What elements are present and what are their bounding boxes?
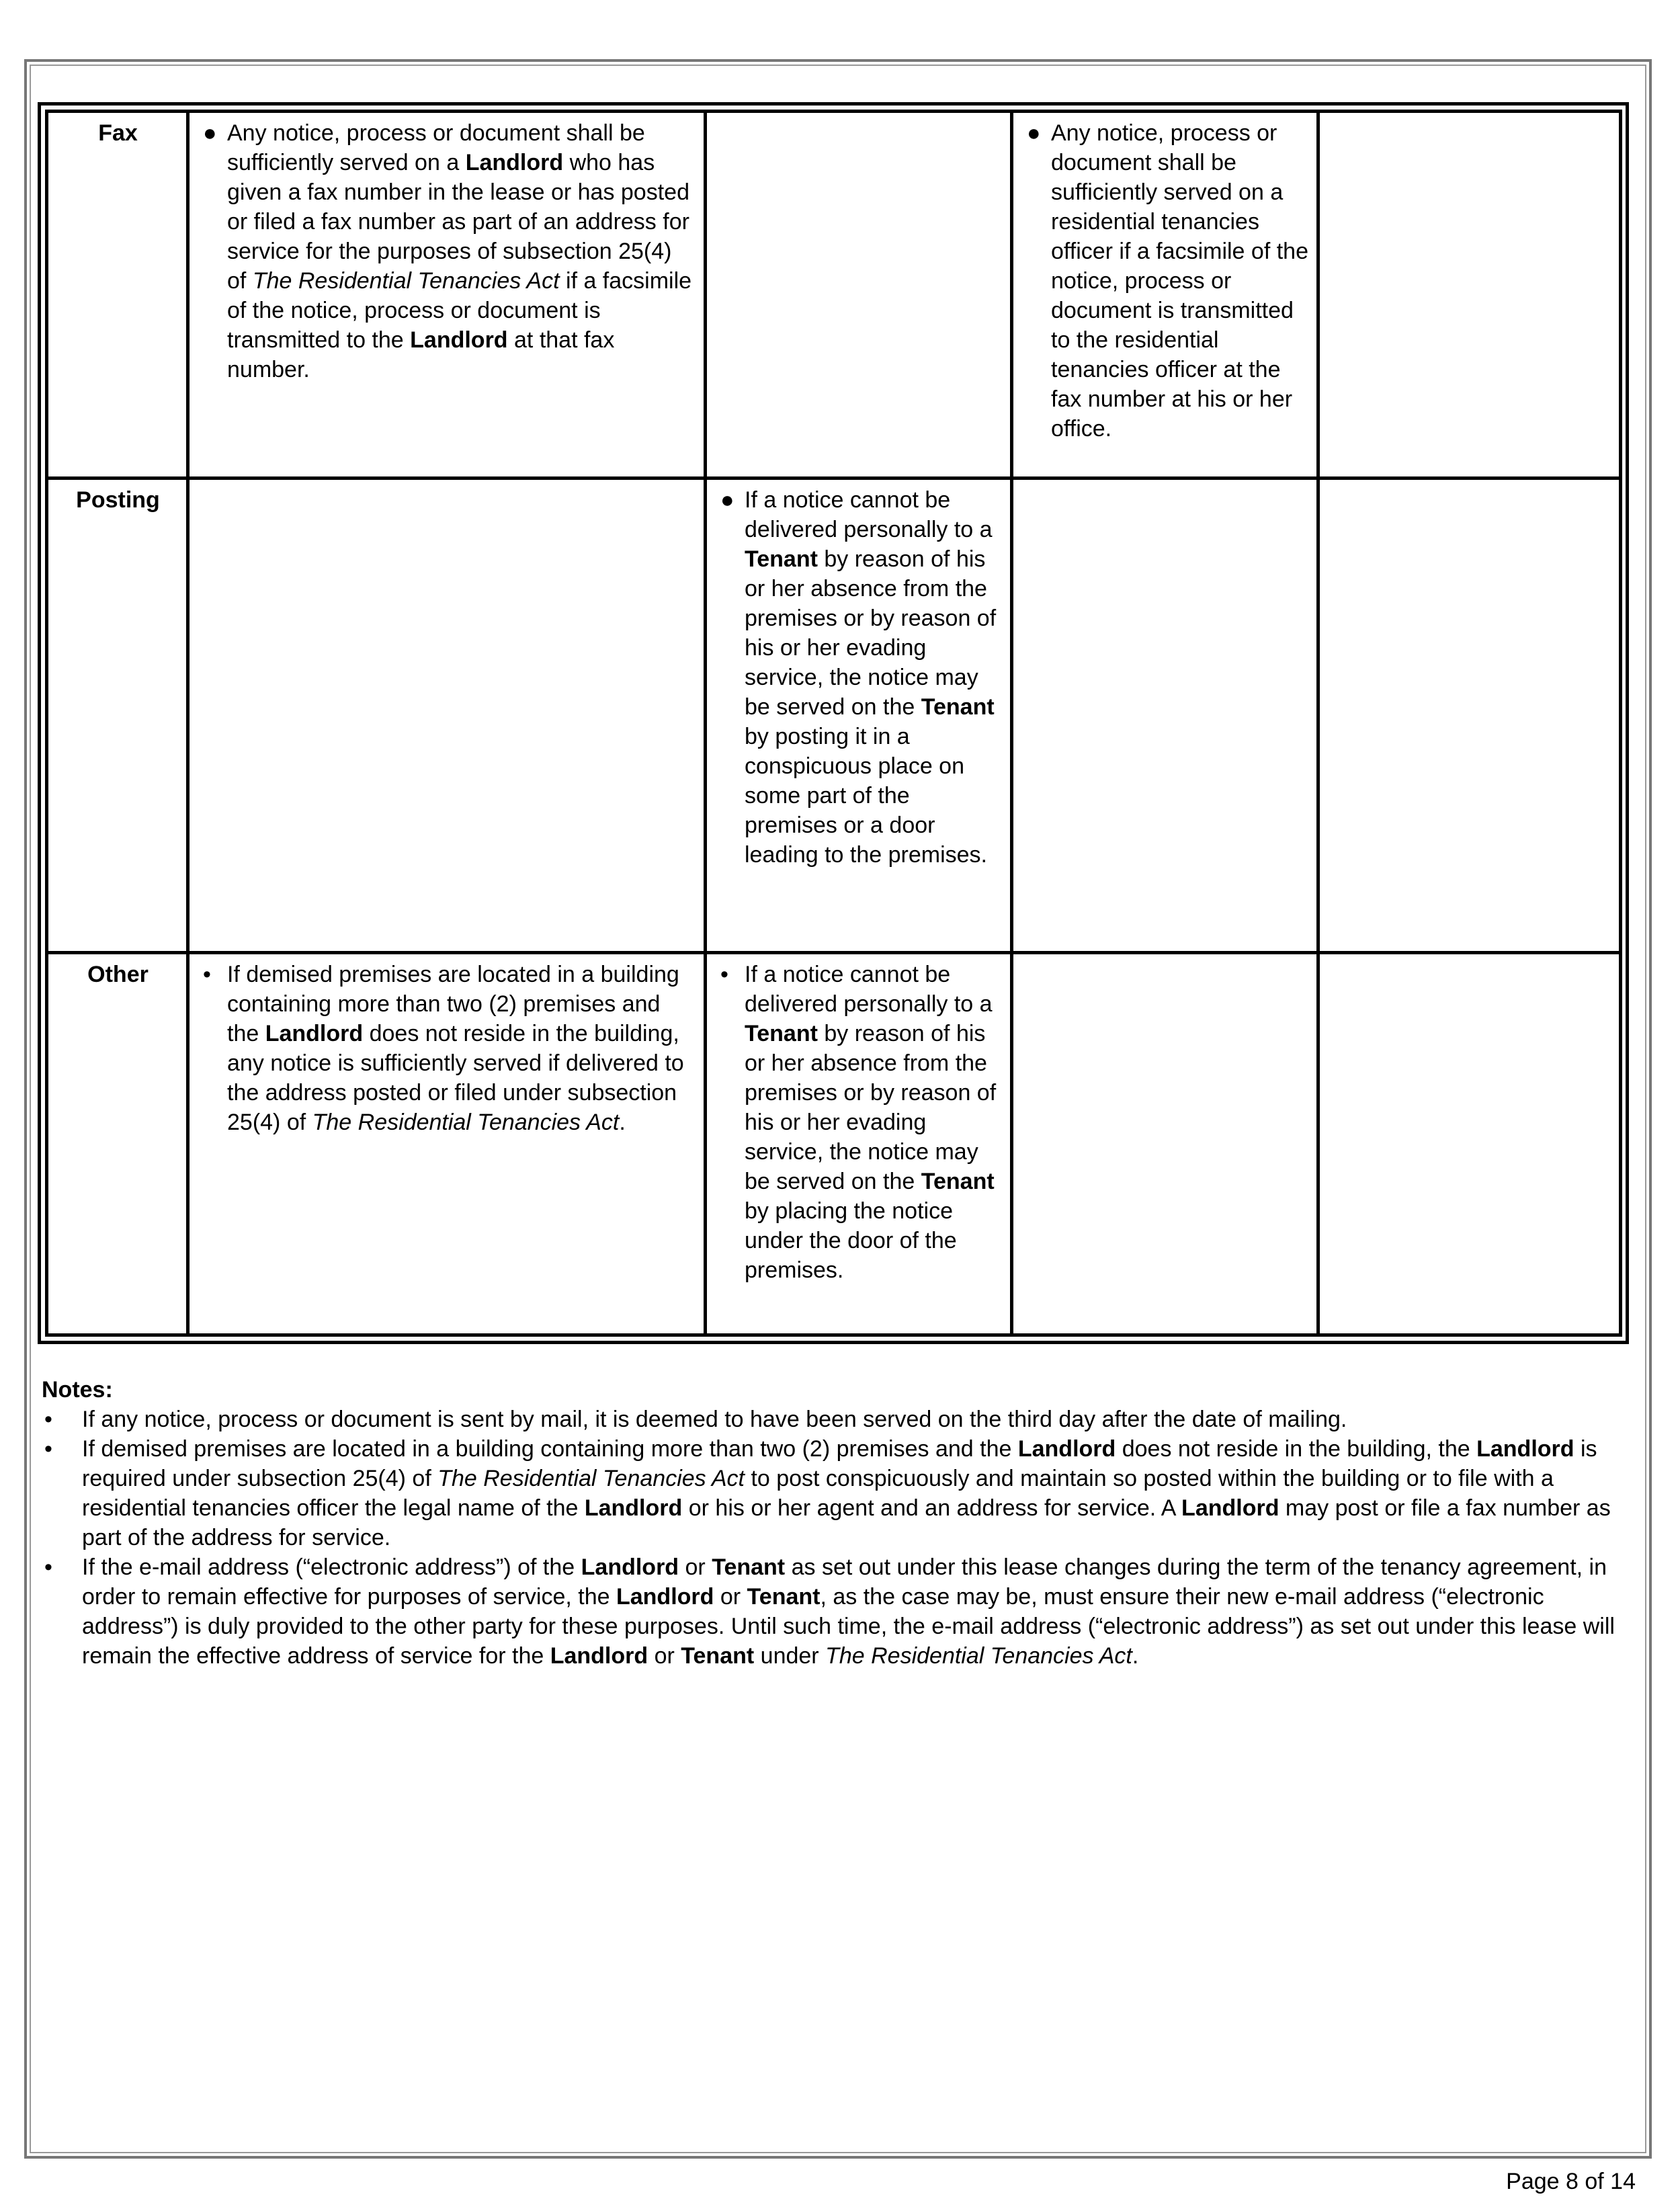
notes-section [42, 1375, 1641, 1671]
fax-landlord-cell [188, 112, 706, 479]
posting-landlord-cell [188, 479, 706, 953]
table-row-other [47, 953, 1621, 1335]
list-item: • If a notice cannot be delivered personally to a Tenant by reason of his or her absence from the premises or by reason of his or her evading service, the notice may be served on the Tenant by placing the notice under the door of the premises. [720, 962, 997, 1283]
table-row-fax [47, 112, 1621, 479]
list-item: ● Any notice, process or document shall be sufficiently served on a residential tenancies officer if a facsimile of the notice, process or document is transmitted to the residential tenancies officer at the fax number at his or her office. [1027, 120, 1308, 442]
other-landlord-cell [188, 953, 706, 1335]
note-item: • If demised premises are located in a building containing more than two (2) premises and the Landlord does not reside in the building, the Landlord is required under subsection 25(4) of The Residential Tenancies Act to post conspicuously and maintain so posted within the building or to file with a residential tenancies officer the legal name of the Landlord or his or her agent and an address for service. A Landlord may post or file a fax number as part of the address for service. [44, 1436, 1611, 1550]
posting-tenant-cell [706, 479, 1012, 953]
row-label-posting: Posting [47, 479, 188, 953]
row-label-fax: Fax [47, 112, 188, 479]
note-item: • If the e-mail address (“electronic address”) of the Landlord or Tenant as set out under this lease changes during the term of the tenancy agreement, in order to remain effective for purposes of service, the Landlord or Tenant, as the case may be, must ensure their new e-mail address (“electronic address”) is duly provided to the other party for these purposes. Until such time, the e-mail address (“electronic address”) as set out under this lease will remain the effective address of service for the Landlord or Tenant under The Residential Tenancies Act. [44, 1554, 1615, 1669]
posting-officer-cell [1012, 479, 1318, 953]
list-item: ● If a notice cannot be delivered personally to a Tenant by reason of his or her absence from the premises or by reason of his or her evading service, the notice may be served on the Tenant by posting it in a conspicuous place on some part of the premises or a door leading to the premises. [720, 487, 997, 868]
fax-tenant-cell [706, 112, 1012, 479]
list-item: • If demised premises are located in a building containing more than two (2) premises and the Landlord does not reside in the building, any notice is sufficiently served if delivered to the address posted or filed under subsection 25(4) of The Residential Tenancies Act. [203, 962, 684, 1135]
posting-empty-cell [1318, 479, 1621, 953]
other-tenant-cell [706, 953, 1012, 1335]
row-label-other: Other [47, 953, 188, 1335]
fax-officer-cell [1012, 112, 1318, 479]
notes-title: Notes: [42, 1377, 113, 1403]
list-item: ● Any notice, process or document shall be sufficiently served on a Landlord who has given a fax number in the lease or has posted or filed a fax number as part of an address for service for the purposes of subsection 25(4) of The Residential Tenancies Act if a facsimile of the notice, process or document is transmitted to the Landlord at that fax number. [203, 120, 692, 382]
service-methods-table [38, 102, 1629, 1344]
other-empty-cell [1318, 953, 1621, 1335]
table-row-posting [47, 479, 1621, 953]
other-officer-cell [1012, 953, 1318, 1335]
fax-empty-cell [1318, 112, 1621, 479]
note-item: • If any notice, process or document is sent by mail, it is deemed to have been served on the third day after the date of mailing. [44, 1407, 1347, 1432]
page-number: Page 8 of 14 [1506, 2169, 1636, 2194]
